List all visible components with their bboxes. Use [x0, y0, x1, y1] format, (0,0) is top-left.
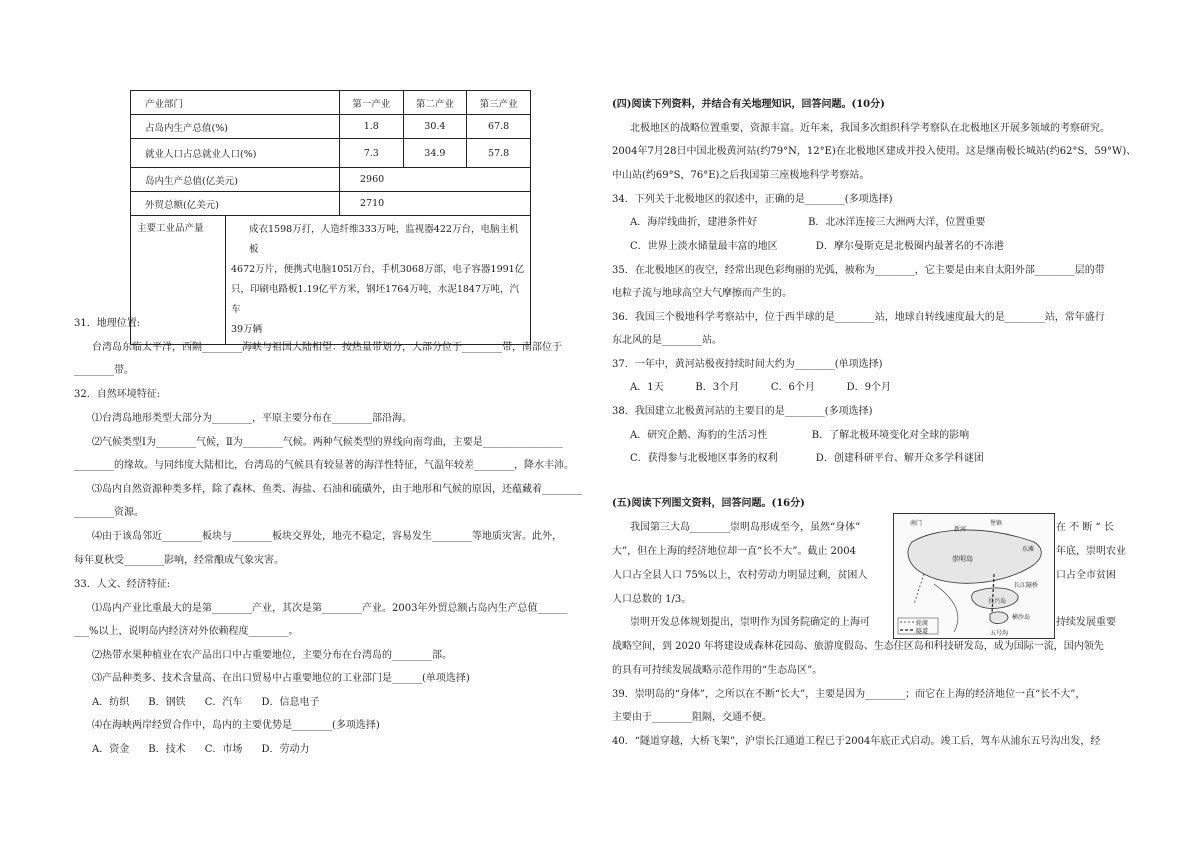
text-line: ________资源。	[74, 507, 144, 518]
section-heading: (四)阅读下列资料，并结合有关地理知识，回答问题。(10分)	[612, 99, 885, 110]
text-line: 我国第三大岛________崇明岛形成至今，虽然“身体”	[630, 522, 861, 533]
text-line: ________带。	[74, 365, 134, 376]
text-line: 电粒子流与地球高空大气摩擦而产生的。	[612, 288, 792, 299]
industry-line: 成衣1598万打，人造纤维333万吨，监视器422万台，电脑主机板	[249, 224, 519, 255]
map-label: 长兴岛	[988, 598, 1007, 605]
side-text: 年底，崇明农业	[1056, 546, 1126, 557]
text-line: 东北风的是________站。	[612, 335, 722, 346]
answer-options: A．1天 B．3个月 C．6个月 D．9个月	[630, 382, 892, 393]
text-line: ⑷在海峡两岸经贸合作中，岛内的主要优势是________(多项选择)	[92, 720, 380, 731]
map-label: 东滩	[1022, 546, 1035, 553]
row-label: 外贸总额(亿美元)	[131, 192, 340, 216]
text-line: 的具有可持续发展战略示范作用的“生态岛区”。	[612, 665, 823, 676]
table-cell: 7.3	[340, 139, 404, 168]
answer-options: A．资金 B．技术 C．市场 D．劳动力	[92, 744, 310, 755]
map-label: 长江隧桥	[1014, 582, 1039, 589]
taiwan-economy-table	[130, 90, 531, 345]
row-label: 占岛内生产总值(%)	[131, 115, 340, 139]
text-line: ⑶产品种类多、技术含量高、在出口贸易中占重要地位的工业部门是______(单项选择)	[92, 673, 470, 684]
map-label: 南门	[910, 520, 923, 527]
table-header-cell: 第一产业	[340, 91, 404, 115]
table-row	[131, 216, 531, 345]
side-text: 口占全市贫困	[1056, 570, 1116, 581]
text-line: ⑷由于该岛邻近________板块与________板块交界处，地壳不稳定，容易发生________等地质灾害。此外，	[92, 531, 562, 542]
table-header-cell: 第三产业	[467, 91, 531, 115]
table-row	[131, 168, 531, 192]
text-line: ⑵气候类型Ⅰ为________气候，Ⅱ为________气候。两种气候类型的界线向南弯曲，主要是________________	[92, 437, 563, 448]
table-header-cell: 第二产业	[403, 91, 467, 115]
text-line: 38．我国建立北极黄河站的主要目的是________(多项选择)	[612, 406, 873, 417]
text-line: 2004年7月28日中国北极黄河站(约79°N，12°E)在北极地区建成并投入使用。这是继南极长城站(约62°S，59°W)、	[612, 146, 1137, 157]
map-label: 新河	[954, 526, 967, 533]
text-line: 40．“隧道穿越，大桥飞架”，沪崇长江通道工程已于2004年底正式启动。竣工后，驾车从浦东五号沟出发，经	[612, 736, 1101, 747]
map-label: 堡镇	[990, 520, 1003, 527]
answer-options: A．研究企鹅、海豹的生活习性 B．了解北极环境变化对全球的影响	[630, 430, 970, 441]
industry-line: 39万辆	[231, 324, 263, 335]
table-cell: 1.8	[340, 115, 404, 139]
text-line: 每年夏秋受________影响，经常酿成气象灾害。	[74, 555, 284, 566]
text-line: ⑴岛内产业比重最大的是第________产业，其次是第________产业。2003年外贸总额占岛内生产总值______	[92, 603, 568, 614]
map-label: 五号沟	[990, 630, 1009, 637]
map-label: 横沙岛	[1012, 614, 1031, 621]
question-heading: 33．人文、经济特征:	[74, 579, 171, 590]
text-line: ⑴台湾岛地形类型大部分为________，平原主要分布在________部沿海。	[92, 413, 412, 424]
text-line: ________的缘故。与同纬度大陆相比，台湾岛的气候具有较显著的海洋性特征，气温年较差________，降水丰沛。	[74, 460, 574, 471]
side-text: 持续发展重要	[1056, 617, 1116, 628]
answer-options: A．纺织 B．钢铁 C．汽车 D．信息电子	[92, 697, 320, 708]
map-label: 崇明岛	[952, 555, 973, 563]
text-line: 34．下列关于北极地区的叙述中，正确的是________(多项选择)	[612, 194, 893, 205]
row-label: 岛内生产总值(亿美元)	[131, 168, 340, 192]
table-row	[131, 115, 531, 139]
table-header-row	[131, 91, 531, 115]
text-line: 人口占全县人口 75%以上，农村劳动力明显过剩，贫困人	[612, 570, 868, 581]
map-legend-label: 隧道	[916, 628, 929, 635]
table-header-cell: 产业部门	[131, 91, 340, 115]
answer-options: C．世界上淡水储量最丰富的地区 D．摩尔曼斯克是北极圈内最著名的不冻港	[630, 241, 1004, 252]
map-legend-label: 轮渡	[916, 620, 929, 627]
table-cell: 2710	[340, 192, 531, 216]
row-label: 就业人口占总就业人口(%)	[131, 139, 340, 168]
industry-text	[226, 216, 530, 344]
text-line: 36．我国三个极地科学考察站中，位于西半球的是________站，地球自转线速度最大的是________站，常年盛行	[612, 312, 1105, 323]
answer-options: A．海岸线曲折，建港条件好 B．北冰洋连接三大洲两大洋，位置重要	[630, 217, 986, 228]
industry-line: 4672万片，便携式电脑105l万台，手机3068万部，电子容器1991亿	[231, 264, 525, 275]
text-line: ⑵热带水果种植业在农产品出口中占重要地位，主要分布在台湾岛的________部。	[92, 650, 452, 661]
industry-label: 主要工业品产量	[131, 216, 226, 344]
text-line: ___%以上，说明岛内经济对外依赖程度________。	[74, 626, 299, 637]
text-line: 台湾岛东临太平洋，西隔________海峡与祖国大陆相望：按热量带划分，大部分位于________带，南部位于	[92, 342, 562, 353]
table-row	[131, 139, 531, 168]
text-line: 崇明开发总体规划提出，崇明作为国务院确定的上海可	[630, 617, 870, 628]
text-line: 主要由于________阻隔，交通不便。	[612, 712, 772, 723]
section-heading: (五)阅读下列图文资料，回答问题。(16分)	[612, 498, 805, 509]
text-line: 北极地区的战略位置重要，资源丰富。近年来，我国多次组织科学考察队在北极地区开展多领域的考察研究。	[630, 123, 1110, 134]
question-heading: 31．地理位置:	[74, 318, 141, 329]
text-line: 人口总数的 1/3。	[612, 594, 692, 605]
text-line: 35．在北极地区的夜空，经常出现色彩绚丽的光弧，被称为________，它主要是由来自太阳外部________层的带	[612, 265, 1105, 276]
text-line: 大”，但在上海的经济地位却一直“长不大”。截止 2004	[612, 546, 856, 557]
text-line: ⑶岛内自然资源种类多样，除了森林、鱼类、海盐、石油和硫磺外，由于地形和气候的原因，还蕴藏着________	[92, 484, 582, 495]
text-line: 中山站(约69°S，76°E)之后我国第三座极地科学考察站。	[612, 170, 870, 181]
industry-cell	[131, 216, 531, 345]
question-heading: 32．自然环境特征:	[74, 389, 161, 400]
answer-options: C．获得参与北极地区事务的权利 D．创建科研平台、解开众多学科谜团	[630, 453, 984, 464]
table-cell: 57.8	[467, 139, 531, 168]
text-line: 37．一年中，黄河站极夜持续时间大约为________(单项选择)	[612, 359, 883, 370]
industry-line: 只，印刷电路板1.19亿平方米，钢坯1764万吨，水泥1847万吨，汽车	[231, 284, 520, 315]
table-row	[131, 192, 531, 216]
text-line: 战略空间，到 2020 年将建设成森林花园岛、旅游度假岛、生态住区岛和科技研发岛，成为国际一流，国内领先	[612, 641, 1104, 652]
text-line: 39．崇明岛的“身体”，之所以在不断“长大”，主要是因为________；而它在上海的经济地位一直“长不大”，	[612, 689, 1086, 700]
table-cell: 30.4	[403, 115, 467, 139]
table-cell: 67.8	[467, 115, 531, 139]
side-text: 在 不 断 “ 长	[1056, 522, 1114, 533]
table-cell: 2960	[340, 168, 531, 192]
table-cell: 34.9	[403, 139, 467, 168]
chongming-map	[893, 513, 1055, 639]
